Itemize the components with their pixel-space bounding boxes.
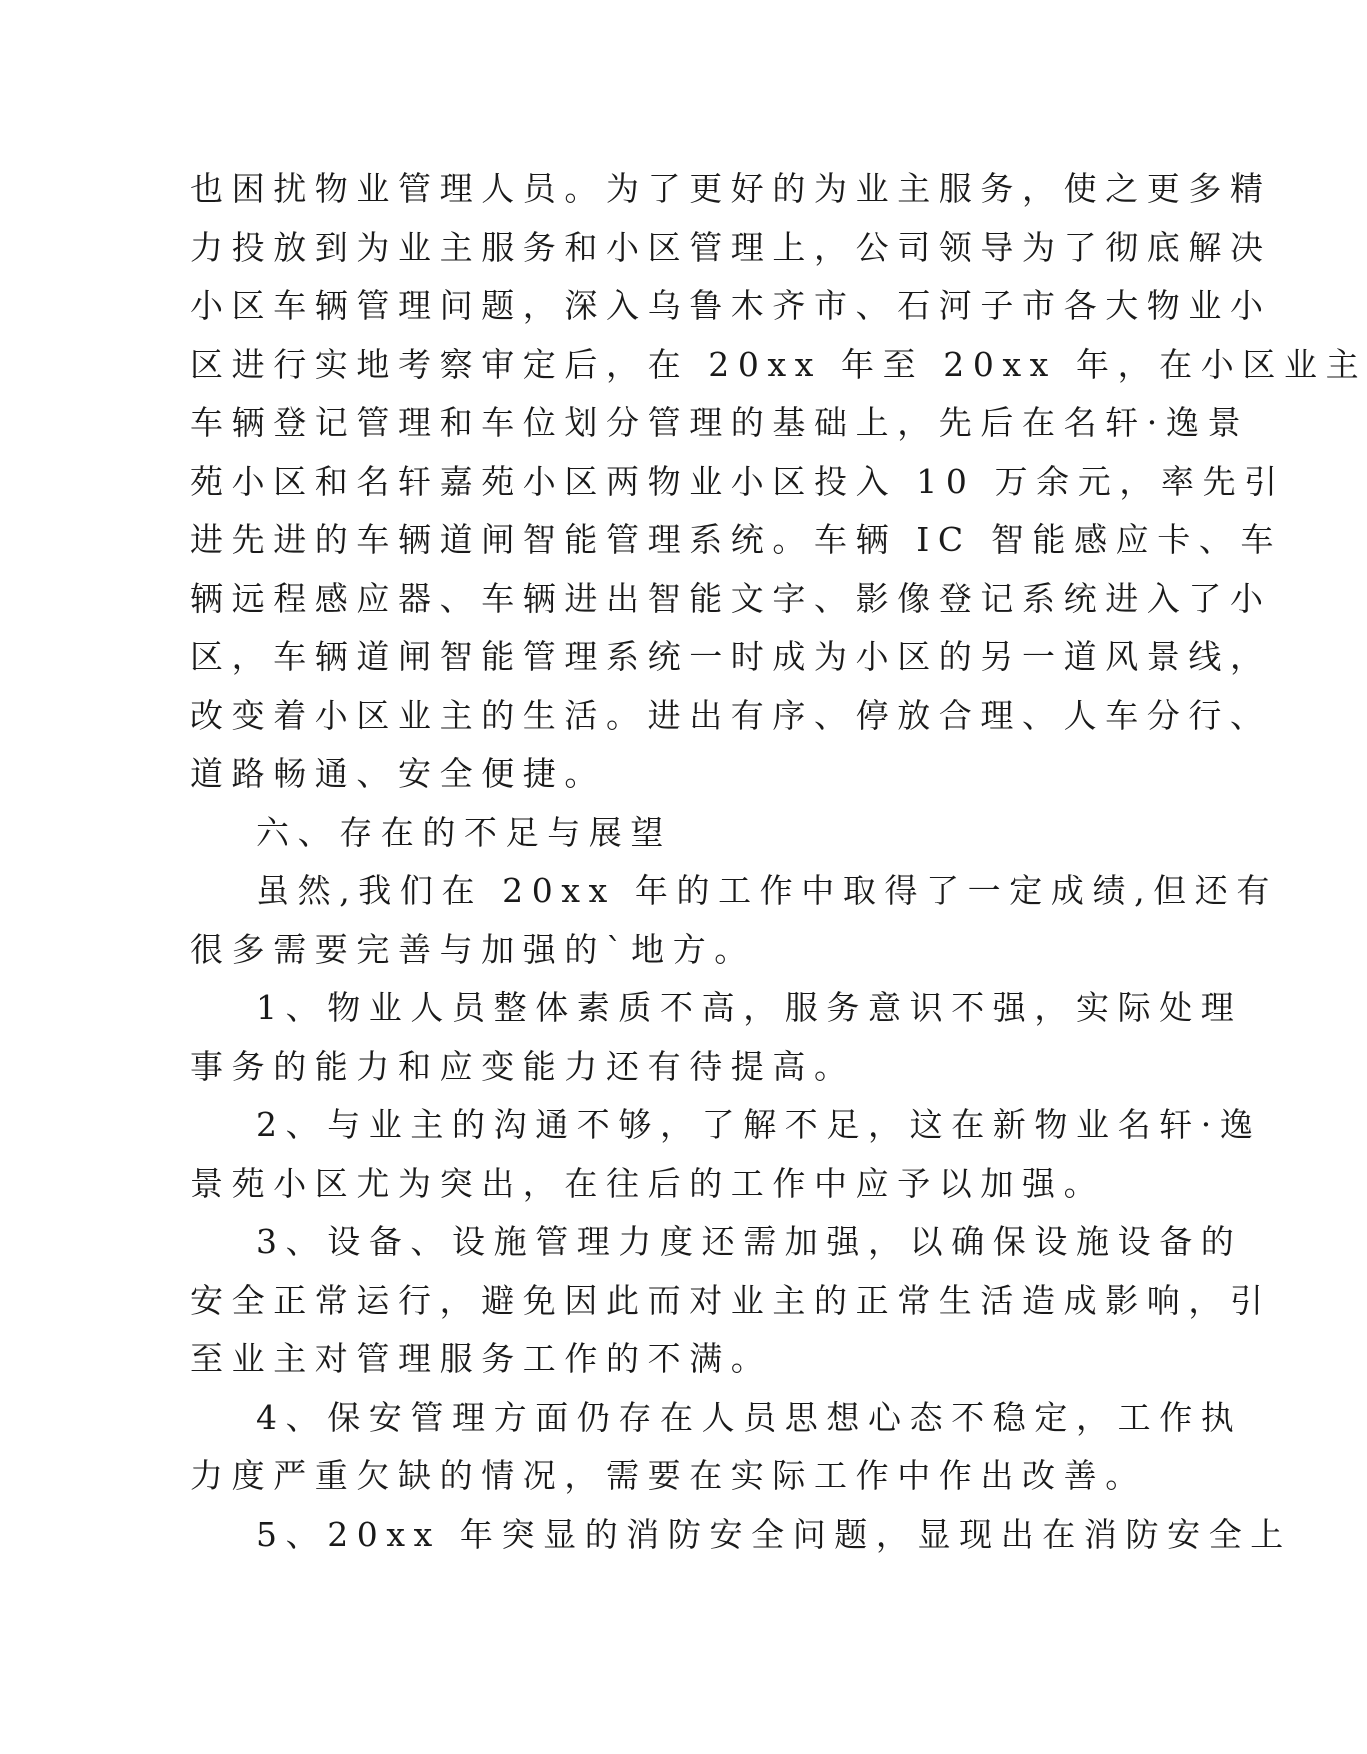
text-line: 景苑小区尤为突出，在往后的工作中应予以加强。 <box>190 1163 1106 1203</box>
text-line: 小区车辆管理问题，深入乌鲁木齐市、石河子市各大物业小 <box>190 286 1272 325</box>
list-item-1: 1、物业人员整体素质不高，服务意识不强，实际处理 <box>256 988 1243 1027</box>
text-line: 区进行实地考察审定后，在 20xx 年至 20xx 年，在小区业主 <box>190 344 1367 384</box>
text-line: 苑小区和名轩嘉苑小区两物业小区投入 10 万余元，率先引 <box>190 461 1286 501</box>
text-line: 很多需要完善与加强的`地方。 <box>190 929 756 969</box>
list-item-3: 3、设备、设施管理力度还需加强，以确保设施设备的 <box>256 1222 1243 1261</box>
text-line: 力度严重欠缺的情况，需要在实际工作中作出改善。 <box>190 1456 1147 1495</box>
text-line: 力投放到为业主服务和小区管理上，公司领导为了彻底解决 <box>190 227 1272 267</box>
list-item-5: 5、20xx 年突显的消防安全问题，显现出在消防安全上 <box>256 1514 1292 1554</box>
text-line: 辆远程感应器、车辆进出智能文字、影像登记系统进入了小 <box>190 578 1272 618</box>
text-line: 至业主对管理服务工作的不满。 <box>190 1339 773 1378</box>
text-line: 也困扰物业管理人员。为了更好的为业主服务，使之更多精 <box>190 169 1272 208</box>
text-line: 虽然,我们在 20xx 年的工作中取得了一定成绩,但还有 <box>256 871 1278 910</box>
section-heading: 六、存在的不足与展望 <box>256 812 672 852</box>
text-line: 区，车辆道闸智能管理系统一时成为小区的另一道风景线， <box>190 637 1272 676</box>
text-line: 改变着小区业主的生活。进出有序、停放合理、人车分行、 <box>190 695 1272 735</box>
text-line: 安全正常运行，避免因此而对业主的正常生活造成影响，引 <box>190 1280 1272 1320</box>
text-line: 车辆登记管理和车位划分管理的基础上，先后在名轩·逸景 <box>190 403 1250 442</box>
list-item-2: 2、与业主的沟通不够，了解不足，这在新物业名轩·逸 <box>256 1105 1262 1144</box>
text-line: 进先进的车辆道闸智能管理系统。车辆 IC 智能感应卡、车 <box>190 520 1283 559</box>
list-item-4: 4、保安管理方面仍存在人员思想心态不稳定，工作执 <box>256 1397 1243 1437</box>
text-line: 事务的能力和应变能力还有待提高。 <box>190 1046 856 1086</box>
document-body <box>190 160 1367 1564</box>
text-line: 道路畅通、安全便捷。 <box>190 754 606 793</box>
